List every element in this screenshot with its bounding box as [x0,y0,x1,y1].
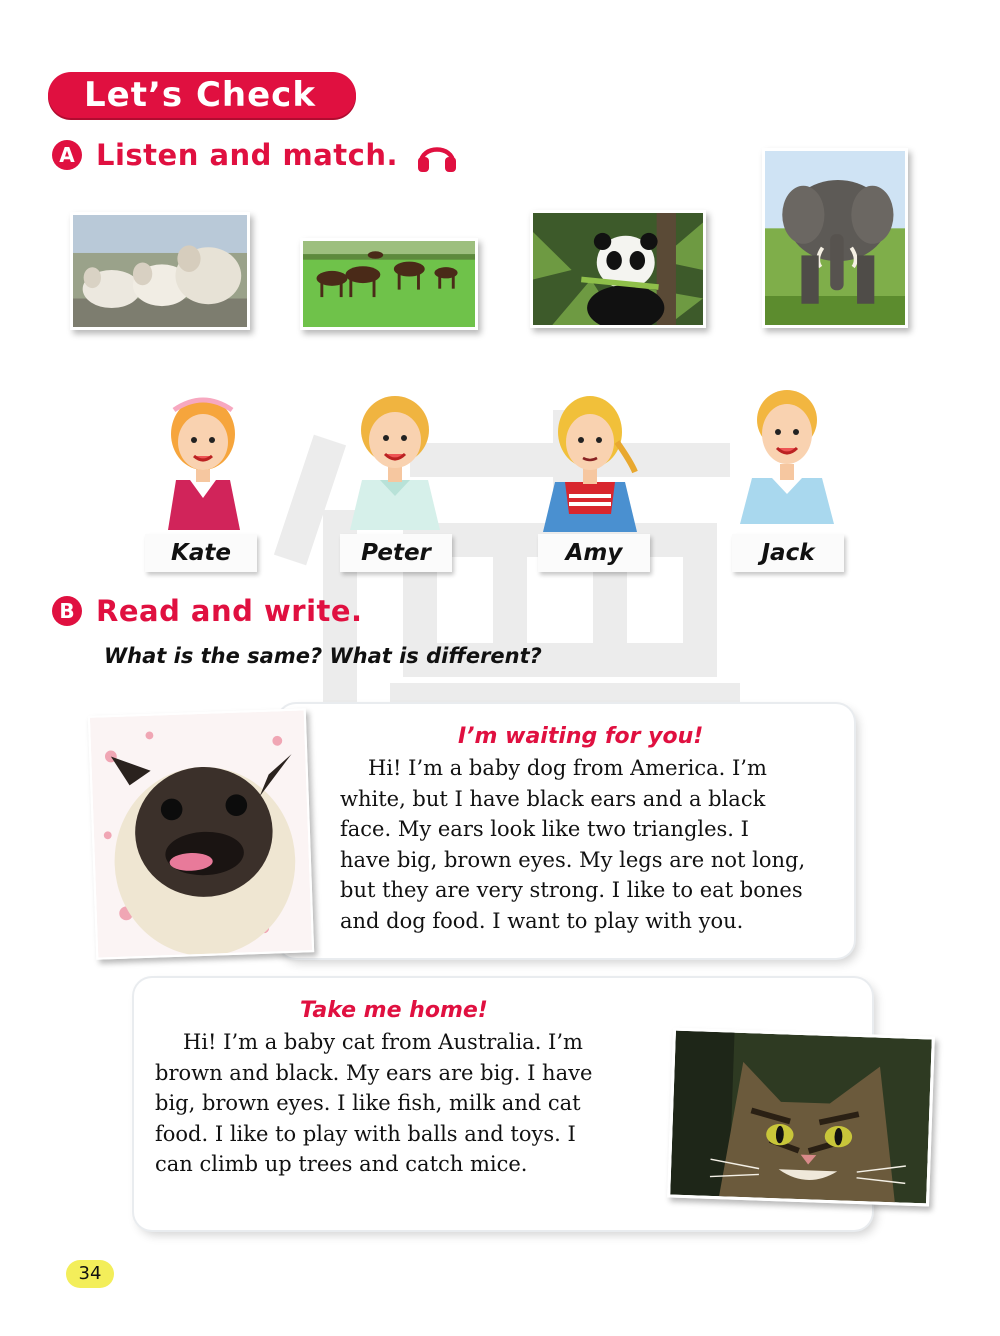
elephant-photo [762,148,908,328]
horses-photo [300,238,478,330]
section-a-heading [52,137,458,173]
dog-story-line: white, but I have black ears and a black [340,786,766,811]
panda-image [533,213,703,325]
dog-story-title: I’m waiting for you! [458,724,704,749]
kate-illustration [148,380,258,530]
cat-story-line: food. I like to play with balls and toys. I [155,1121,576,1146]
dog-story-line: but they are very strong. I like to eat bones [340,878,803,902]
cat-image [670,1031,932,1204]
panda-photo [530,210,706,328]
cat-story-line: big, brown eyes. I like fish, milk and cat [155,1091,581,1115]
amy-illustration [535,382,645,532]
horses-image [303,241,475,327]
name-tag-jack: Jack [732,534,844,572]
page-number: 34 [66,1260,114,1288]
name-tag-peter: Peter [340,534,452,572]
jack-illustration [732,374,842,524]
section-a-title: Listen and match. [96,138,399,172]
dog-story-line: face. My ears look like two triangles. I [340,817,749,841]
dog-story-line: Hi! I’m a baby dog from America. I’m [368,756,767,780]
cat-photo [667,1027,935,1206]
cat-story-line: brown and black. My ears are big. I have [155,1060,593,1085]
cat-story-line: Hi! I’m a baby cat from Australia. I’m [183,1030,583,1054]
lets-check-header: Let’s Check [48,72,356,118]
dog-story-text [340,753,846,936]
name-tag-kate: Kate [145,534,257,572]
section-b-question: What is the same? What is different? [104,644,542,668]
headphones-icon[interactable] [416,137,458,173]
sheep-image [73,215,247,327]
dog-photo [88,708,314,959]
pug-image [90,710,312,957]
cat-story-line: can climb up trees and catch mice. [155,1152,528,1176]
section-a-badge: A [52,140,82,170]
dog-story-line: and dog food. I want to play with you. [340,908,744,933]
dog-story-line: have big, brown eyes. My legs are not long, [340,847,806,872]
sheep-photo [70,212,250,330]
section-b-badge: B [52,596,82,626]
cat-story-text [155,1027,645,1180]
section-b-title: Read and write. [96,594,363,628]
peter-illustration [340,380,450,530]
elephant-image [765,151,905,325]
section-b-heading [52,594,363,628]
cat-story-title: Take me home! [300,998,488,1023]
name-tag-amy: Amy [538,534,650,572]
